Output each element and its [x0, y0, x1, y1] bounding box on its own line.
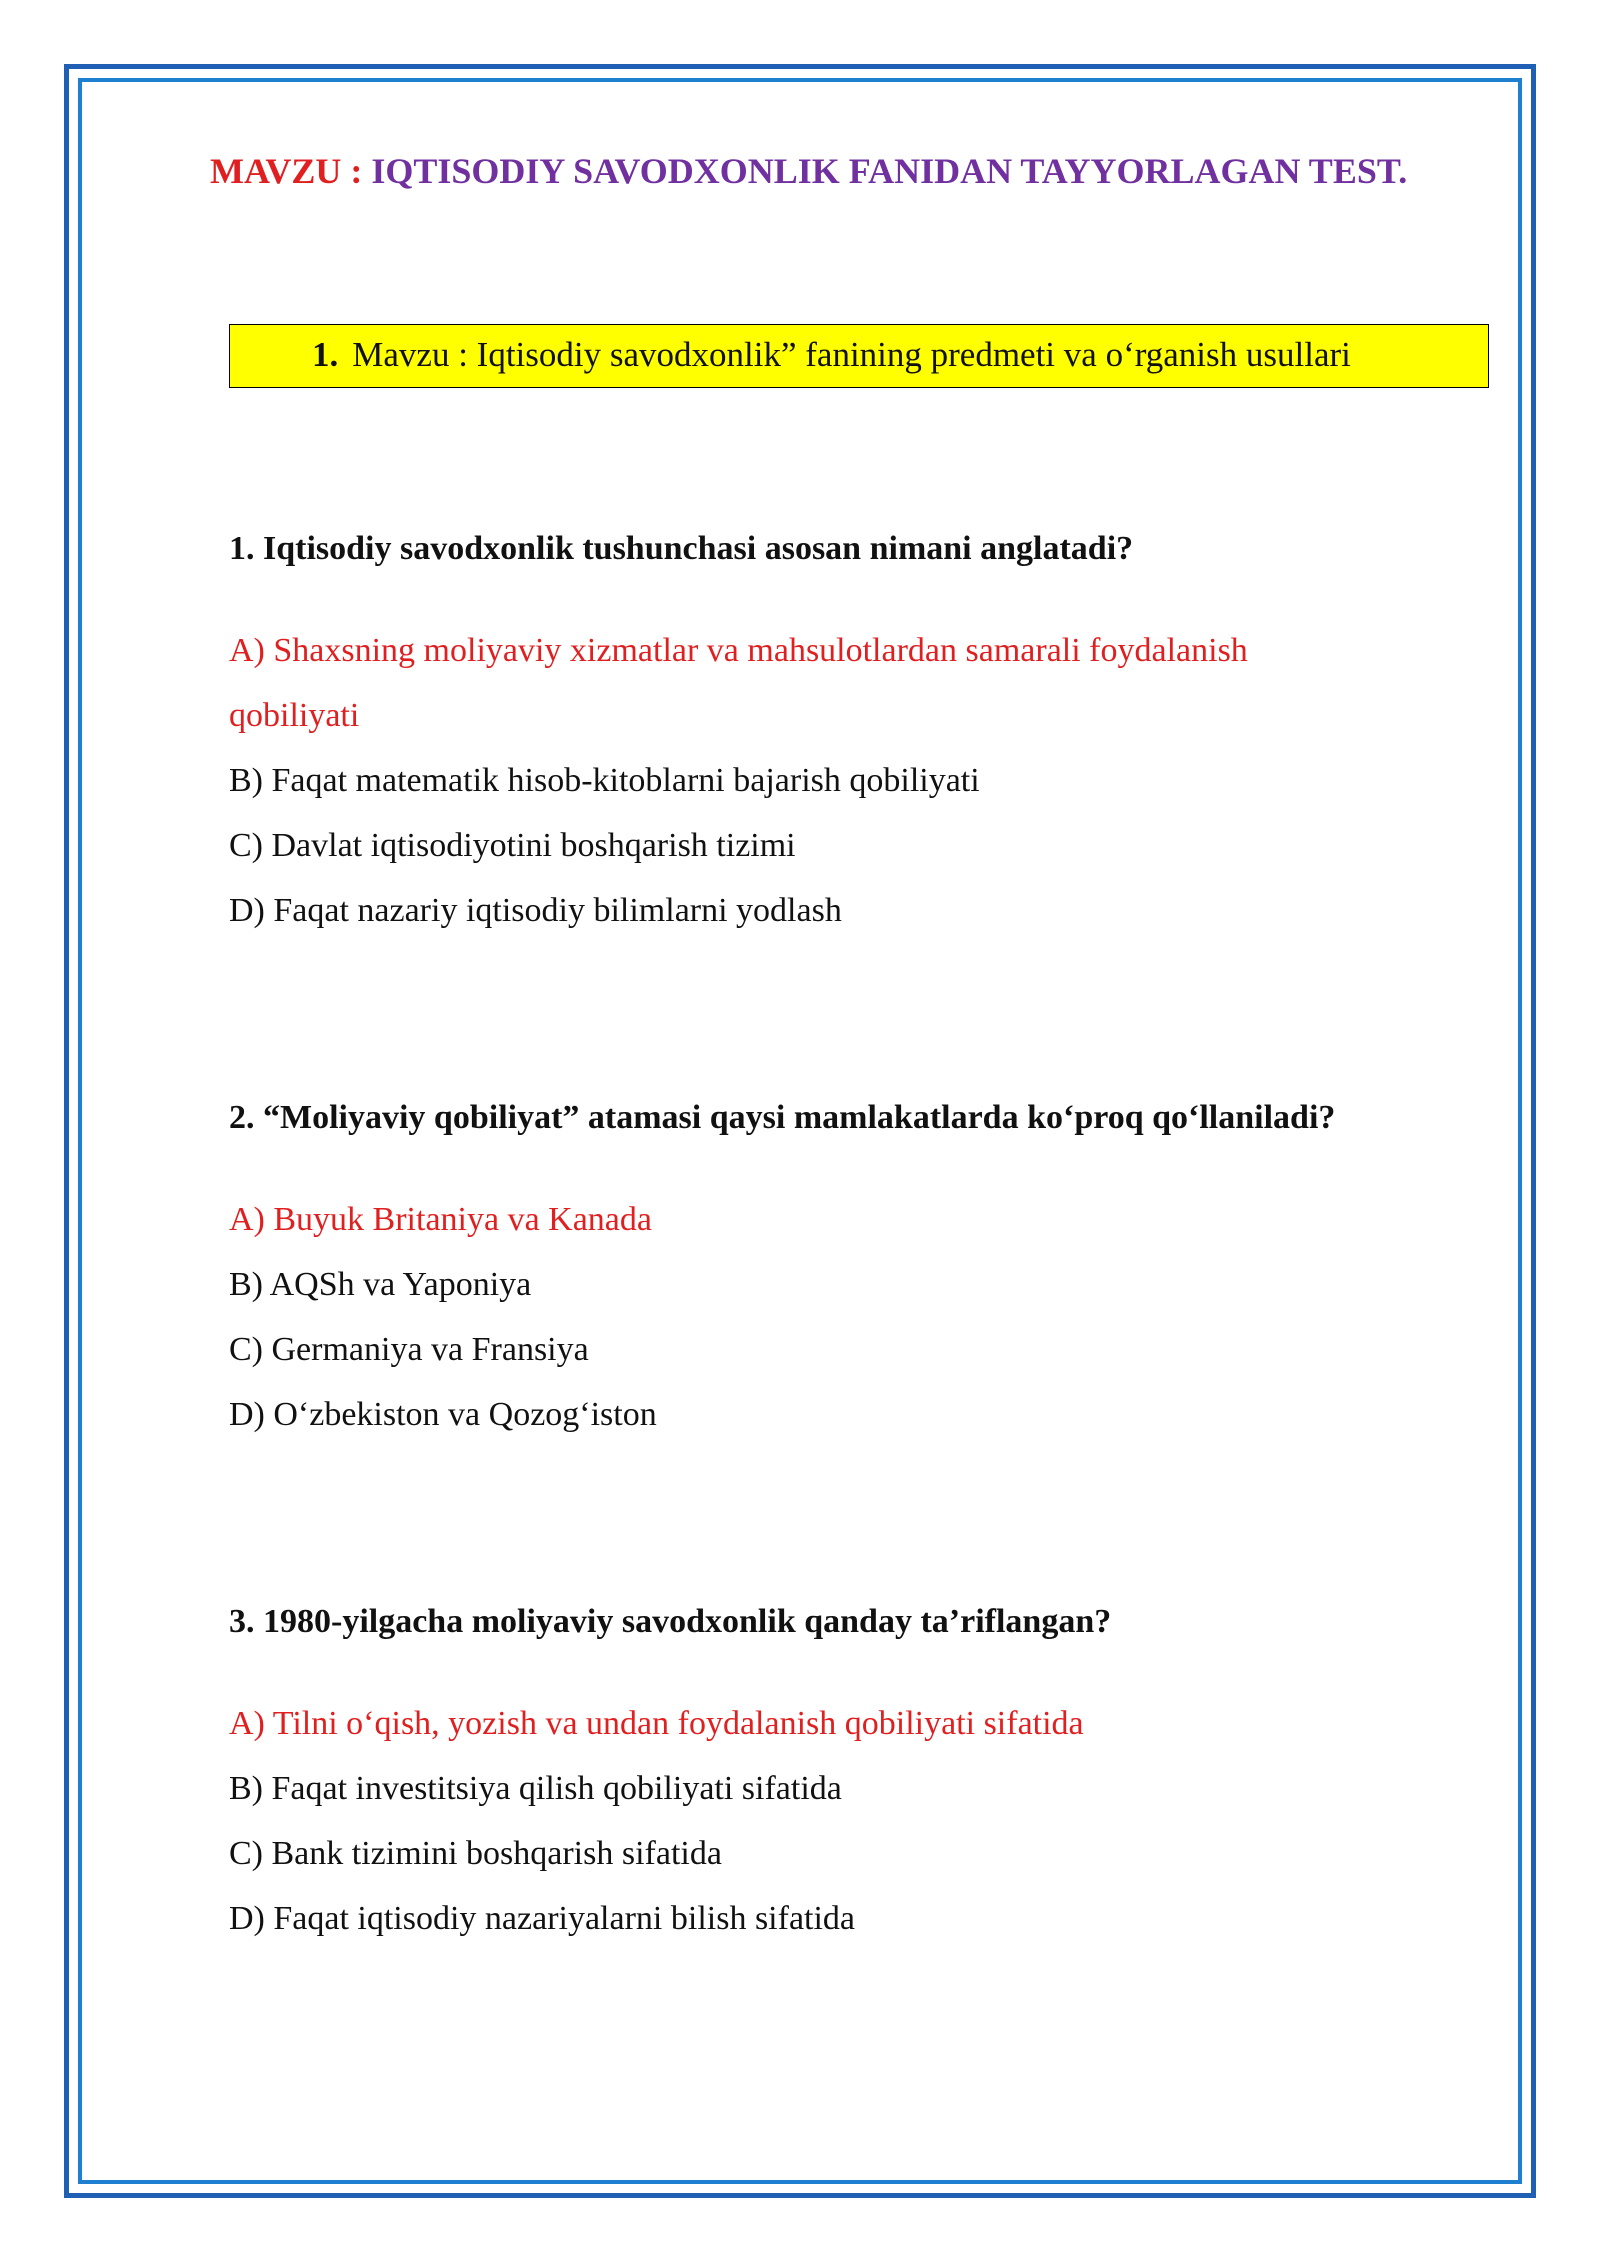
topic-box [229, 324, 1489, 388]
question-3-option-b: B) Faqat investitsiya qilish qobiliyati sifatida [229, 1770, 842, 1807]
title-prefix: MAVZU : [210, 151, 363, 191]
question-2-option-d: D) O‘zbekiston va Qozog‘iston [229, 1396, 657, 1433]
page-title [210, 150, 1510, 192]
question-1: 1. Iqtisodiy savodxonlik tushunchasi asosan nimani anglatadi? [229, 530, 1134, 567]
title-text: IQTISODIY SAVODXONLIK FANIDAN TAYYORLAGAN TEST. [371, 151, 1408, 191]
question-3-option-d: D) Faqat iqtisodiy nazariyalarni bilish sifatida [229, 1900, 856, 1937]
question-3: 3. 1980-yilgacha moliyaviy savodxonlik qanday ta’riflangan? [229, 1603, 1112, 1640]
question-2-option-a: A) Buyuk Britaniya va Kanada [229, 1201, 652, 1238]
question-1-option-b: B) Faqat matematik hisob-kitoblarni bajarish qobiliyati [229, 762, 980, 799]
topic-number: 1. [312, 335, 339, 374]
topic-text: Mavzu : Iqtisodiy savodxonlik” fanining predmeti va o‘rganish usullari [352, 335, 1351, 374]
question-1-option-a-continued: qobiliyati [229, 697, 360, 734]
question-2-option-c: C) Germaniya va Fransiya [229, 1331, 589, 1368]
question-1-option-a: A) Shaxsning moliyaviy xizmatlar va mahsulotlardan samarali foydalanish [229, 632, 1248, 669]
question-2-option-b: B) AQSh va Yaponiya [229, 1266, 532, 1303]
question-1-option-d: D) Faqat nazariy iqtisodiy bilimlarni yodlash [229, 892, 842, 929]
question-3-option-c: C) Bank tizimini boshqarish sifatida [229, 1835, 722, 1872]
question-1-option-c: C) Davlat iqtisodiyotini boshqarish tizimi [229, 827, 796, 864]
question-2: 2. “Moliyaviy qobiliyat” atamasi qaysi mamlakatlarda ko‘proq qo‘llaniladi? [229, 1099, 1336, 1136]
question-3-option-a: A) Tilni o‘qish, yozish va undan foydalanish qobiliyati sifatida [229, 1705, 1084, 1742]
